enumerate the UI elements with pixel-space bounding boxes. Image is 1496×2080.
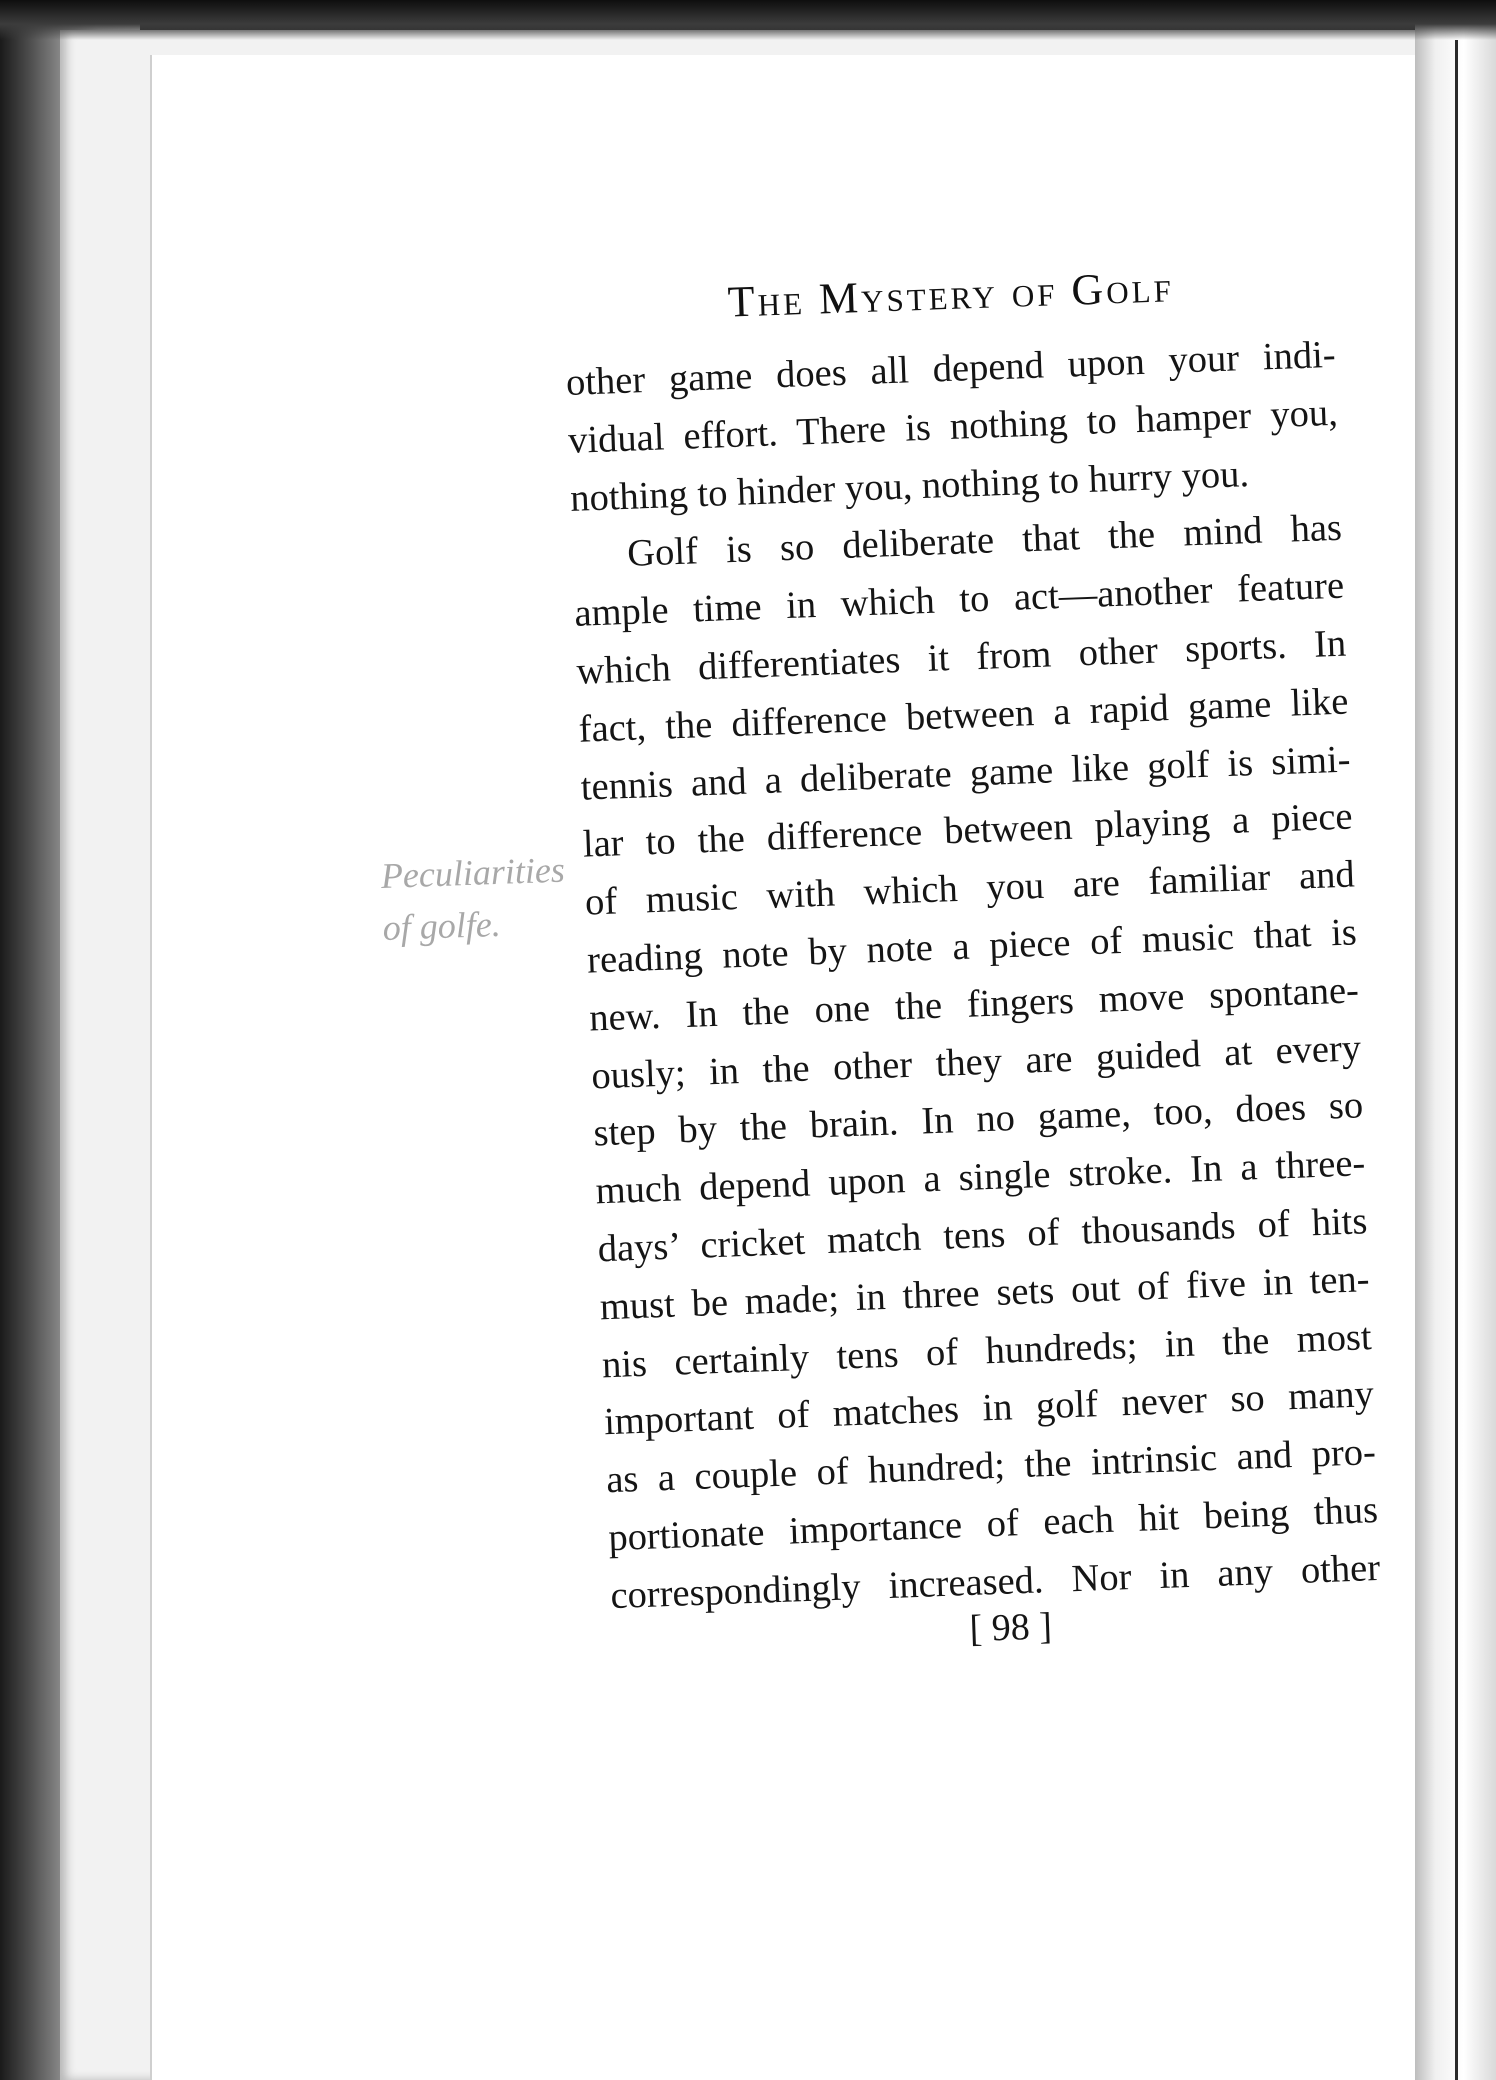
marginal-note-line: Peculiarities [380,849,566,896]
text-line: new. In the one the fingers move spontane- [588,969,1360,1040]
text-line: of music with which you are familiar and [584,853,1356,924]
text-line: must be made; in three sets out of five in ten- [599,1257,1371,1329]
facing-page-edge [1455,40,1458,2080]
text-line: reading note by note a piece of music that is [586,911,1358,982]
text-line: tennis and a deliberate game like golf is simi- [580,738,1352,809]
marginal-note [380,843,584,954]
marginal-note-line: of golfe. [382,903,502,948]
text-line: nothing to hinder you, nothing to hurry you. [569,452,1250,520]
text-line: fact, the difference between a rapid game like [577,680,1349,751]
text-line: portionate importance of each hit being thus [607,1488,1379,1560]
text-line: ample time in which to act—another feature [573,564,1345,635]
text-line: days’ cricket match tens of thousands of hits [597,1200,1369,1271]
text-line: much depend upon a single stroke. In a three- [594,1142,1366,1213]
page-number: [ 98 ] [968,1605,1053,1651]
running-head: The Mystery of Golf [726,262,1175,327]
text-line: which differentiates it from other sports. In [575,622,1347,693]
text-line: as a couple of hundred; the intrinsic and pro- [605,1431,1377,1502]
body-text [565,327,1381,1626]
text-line: nis certainly tens of hundreds; in the most [601,1315,1373,1386]
text-line: step by the brain. In no game, too, does so [592,1084,1364,1155]
text-line: important of matches in golf never so many [603,1373,1375,1444]
text-line: Golf is so deliberate that the mind has [626,507,1343,576]
top-shadow [0,0,1496,40]
text-line: correspondingly increased. Nor in any other [609,1546,1381,1617]
text-line: vidual effort. There is nothing to hamper you, [567,391,1339,462]
text-line: ously; in the other they are guided at every [590,1026,1362,1098]
text-line: other game does all depend upon your indi- [565,333,1337,404]
text-line: lar to the difference between playing a piece [582,795,1354,867]
